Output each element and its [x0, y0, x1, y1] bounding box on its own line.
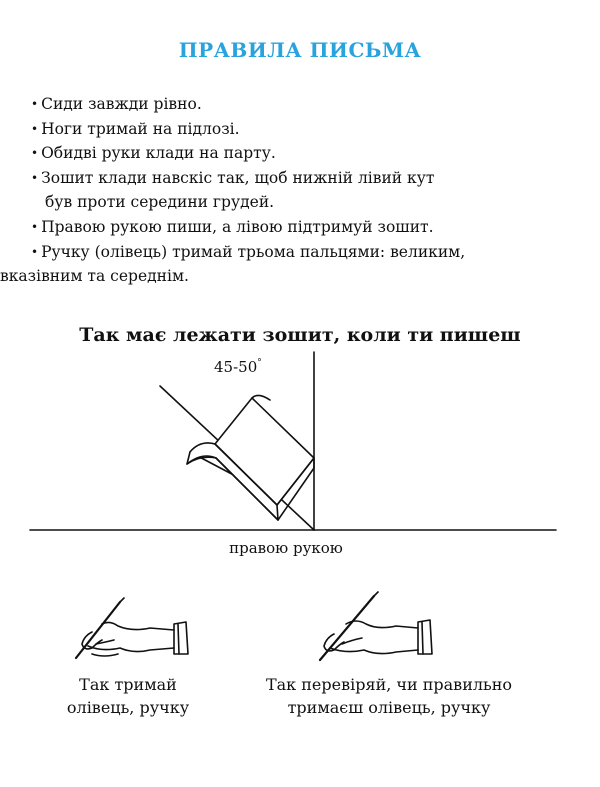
- rule-item: • Зошит клади навскіс так, щоб нижній лівий кут: [31, 168, 435, 187]
- hand-holding-pencil-icon: [62, 596, 202, 666]
- notebook-icon: [187, 395, 314, 520]
- page-title: ПРАВИЛА ПИСЬМА: [178, 38, 422, 62]
- hand-checking-pencil-icon: [306, 590, 446, 666]
- notebook-subtitle: Так має лежати зошит, коли ти пишеш: [79, 324, 521, 346]
- bullet-icon: •: [31, 170, 39, 185]
- rule-item: • Правою рукою пиши, а лівою підтримуй зошит.: [31, 217, 434, 236]
- angle-label: 45-50°: [214, 358, 262, 376]
- hand-caption: правою рукою: [229, 539, 343, 557]
- rule-item: • Обидві руки клади на парту.: [31, 144, 276, 163]
- hold-pencil-caption: Так тримай олівець, ручку: [66, 675, 190, 717]
- bullet-icon: •: [31, 146, 39, 161]
- rule-item: • Ноги тримай на підлозі.: [31, 119, 240, 138]
- rule-item: • Ручку (олівець) тримай трьома пальцями: великим,: [31, 242, 466, 261]
- bullet-icon: •: [31, 244, 39, 259]
- rule-item-continuation: був проти середини грудей.: [45, 193, 275, 212]
- degree-symbol: °: [257, 358, 262, 368]
- check-pencil-caption: Так перевіряй, чи правильно тримаєш олівець, ручку: [265, 675, 513, 717]
- rule-item-continuation: вказівним та середнім.: [0, 267, 189, 286]
- bullet-icon: •: [31, 97, 39, 111]
- bullet-icon: •: [31, 219, 39, 234]
- rule-item: • Сиди завжди рівно.: [31, 95, 202, 113]
- bullet-icon: •: [31, 121, 39, 136]
